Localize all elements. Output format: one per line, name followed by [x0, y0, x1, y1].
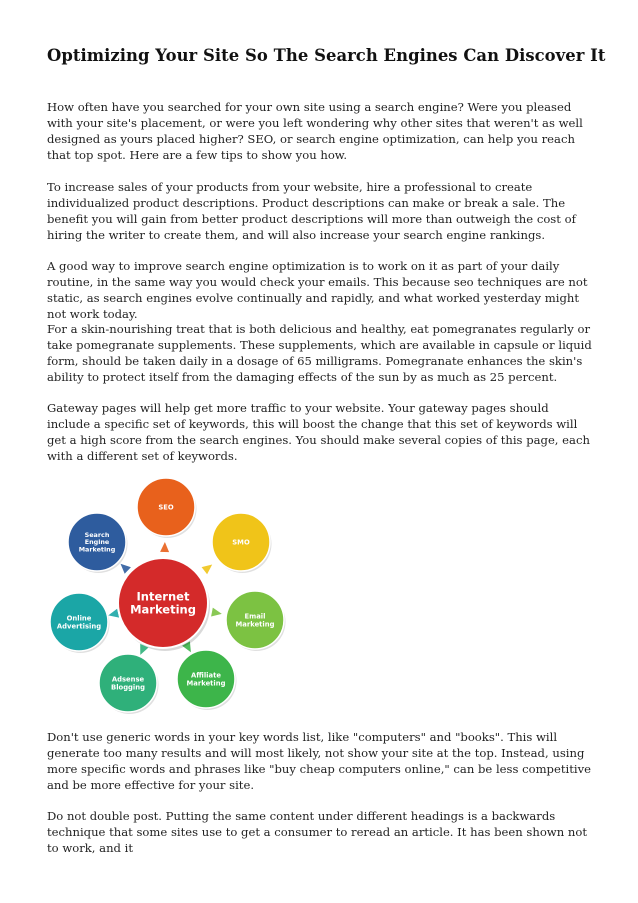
diagram-circles — [50, 478, 286, 714]
adsense-label-2: Blogging — [111, 683, 145, 692]
center-label-1: Internet — [136, 589, 190, 604]
smo-label-1: SMO — [232, 538, 250, 547]
affiliate-label-1: Affiliate — [191, 671, 221, 680]
paragraph-3: A good way to improve search engine optimization is to work on it as part of your daily routine, in the same way you would check your emails. This because seo techniques are not static, as search engines evolve continually and rapidly, and what worked yesterday might not work today. — [47, 259, 588, 322]
email-label-1: Email — [244, 612, 266, 621]
page-title: Optimizing Your Site So The Search Engines Can Discover It — [47, 46, 606, 65]
seo-node — [137, 478, 197, 538]
search-node — [68, 513, 128, 573]
smo-node — [212, 513, 272, 573]
search-label-1: Search — [84, 530, 110, 539]
center-node — [118, 558, 210, 651]
online-label-1: Online — [66, 614, 92, 623]
email-node — [226, 591, 286, 651]
online-node — [50, 593, 110, 653]
paragraph-6: Don't use generic words in your key words list, like "computers" and "books". This will generate too many results and will most likely, not show your site at the top. Instead, using more specific words and phrases like "buy cheap computers online," can be less competitive and be more effective for your site. — [47, 730, 591, 793]
adsense-node — [99, 654, 159, 714]
paragraph-5: Gateway pages will help get more traffic to your website. Your gateway pages should include a specific set of keywords, this will boost the change that this set of keywords will get a high score from the search engines. You should make several copies of this page, each with a different set of keywords. — [47, 401, 590, 464]
online-arrow — [108, 609, 119, 618]
search-label-2: Engine — [84, 538, 110, 547]
affiliate-label-2: Marketing — [186, 679, 226, 688]
paragraph-1: How often have you searched for your own site using a search engine? Were you pleased with your site's placement, or were you left wondering why other sites that weren't as well designed as yours placed higher? SEO, or search engine optimization, can help you reach that top spot. Here are a few tips to show you how. — [47, 100, 583, 163]
affiliate-node — [177, 650, 237, 710]
online-label-2: Advertising — [56, 622, 102, 631]
smo-arrow — [202, 565, 213, 575]
seo-arrow — [160, 542, 169, 552]
paragraph-2: To increase sales of your products from your website, hire a professional to create individualized product descriptions. Product descriptions can make or break a sale. The benefit you will gain from better product descriptions will more than outweigh the cost of hiring the writer to create them, and will also increase your search engine rankings. — [47, 180, 576, 243]
paragraph-4: For a skin-nourishing treat that is both delicious and healthy, eat pomegranates regularly or take pomegranate supplements. These supplements, which are available in capsule or liquid form, should be taken daily in a dosage of 65 milligrams. Pomegranate enhances the skin's ability to protect itself from the damaging effects of the sun by as much as 25 percent. — [47, 322, 592, 385]
email-label-2: Marketing — [235, 620, 275, 629]
email-arrow — [211, 608, 222, 617]
adsense-label-1: Adsense — [111, 675, 145, 684]
center-label-2: Marketing — [130, 602, 196, 617]
seo-label-1: SEO — [158, 503, 174, 512]
search-label-3: Marketing — [78, 545, 116, 554]
paragraph-7: Do not double post. Putting the same content under different headings is a backwards technique that some sites use to get a consumer to reread an article. It has been shown not to work, and it — [47, 809, 587, 856]
internet-marketing-diagram — [47, 478, 292, 718]
